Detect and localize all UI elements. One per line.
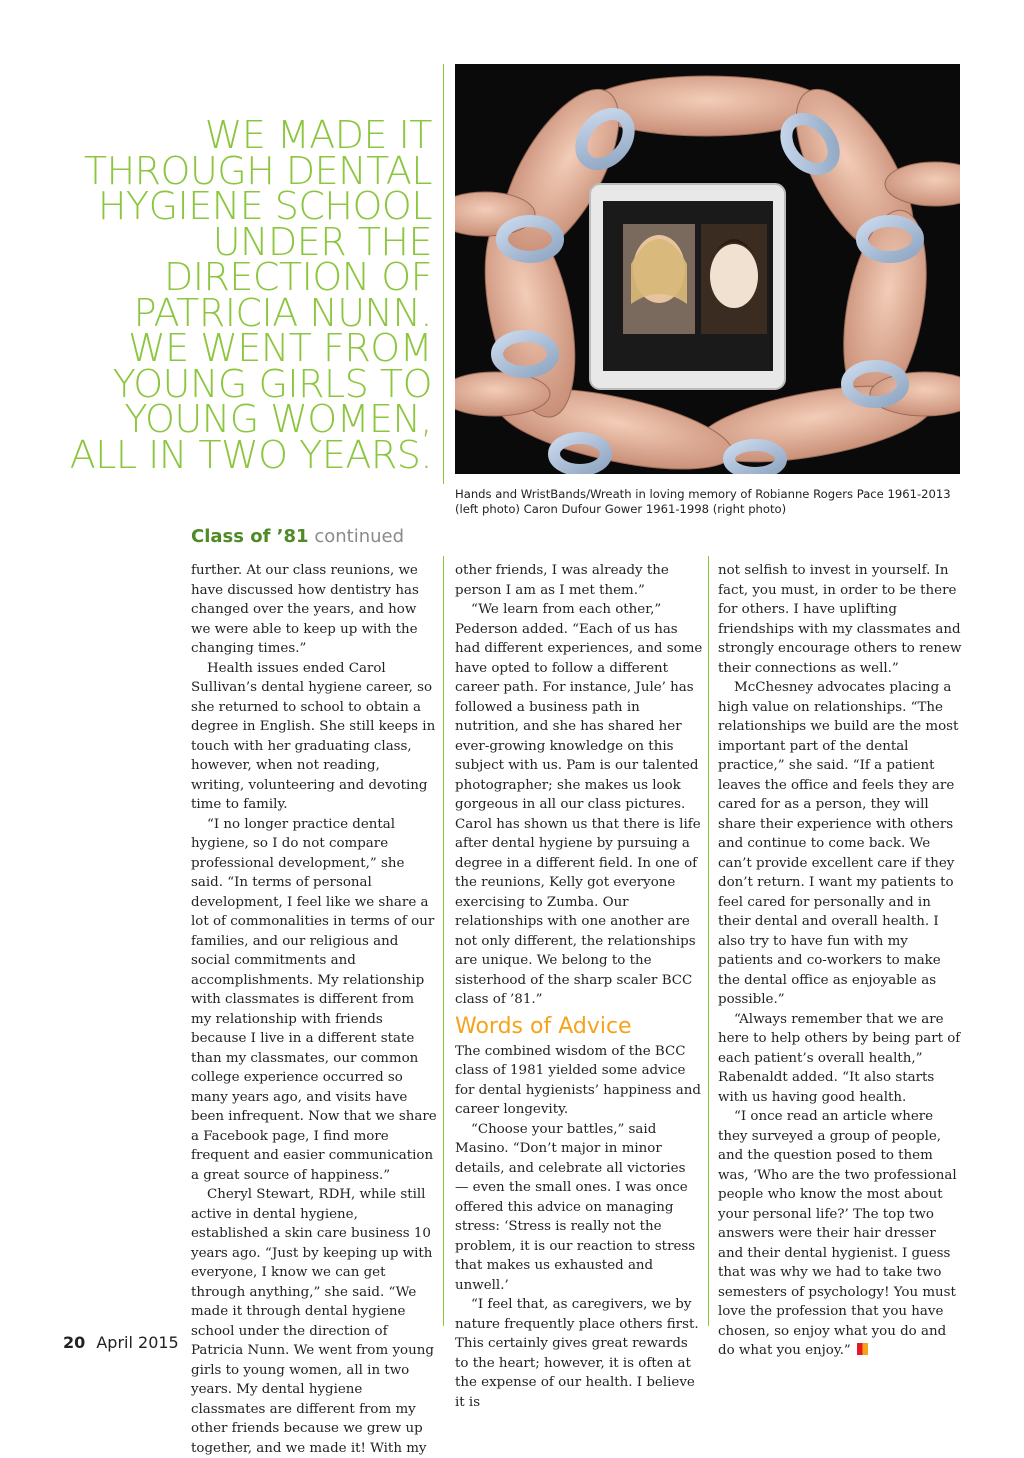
section-heading [191,526,404,547]
pull-quote-line: ALL IN TWO YEARS. [69,432,432,477]
paragraph-text: “I once read an article where they surveyed a group of people, and the question posed to them was, ‘Who are the two professional people who know the most about your personal life?’ The top two answers were their hair dresser and their dental hygienist. I guess that was why we had to take two semesters of psychology! You must love the profession that you have chosen, so enjoy what you do and do what you enjoy.” [718,1109,957,1358]
caption-line: Hands and WristBands/Wreath in loving memory of Robianne Rogers Pace 1961-2013 [455,487,951,501]
article-column-1 [191,561,437,1458]
paragraph: “We learn from each other,” Pederson added. “Each of us has had different experiences, and some have opted to follow a different career path. For instance, Jule’ has followed a business path in nutrition, and she has shared her ever-growing knowledge on this subject with us. Pam is our talented photographer; she makes us look gorgeous in all our class pictures. Carol has shown us that there is life after dental hygiene by pursuing a degree in a different field. In one of the reunions, Kelly got everyone exercising to Zumba. Our relationships with one another are not only different, the relationships are unique. We belong to the sisterhood of the sharp scaler BCC class of ’81.” [455,602,703,1007]
caption-line: (left photo) Caron Dufour Gower 1961-1998 (right photo) [455,502,787,516]
paragraph: other friends, I was already the person I am as I met them.” [455,563,669,598]
end-of-article-icon [857,1343,868,1355]
paragraph: Cheryl Stewart, RDH, while still active in dental hygiene, established a skin care business 10 years ago. “Just by keeping up with everyone, I know we can get through anything,” she said. “We made it through dental hygiene school under the direction of Patricia Nunn. We went from young girls to young women, all in two years. My dental hygiene classmates are different from my other friends because we grew up together, and we made it! With my [191,1187,434,1456]
pull-quote-line: HYGIENE SCHOOL [97,184,432,228]
hands-wreath-illustration [455,64,960,474]
paragraph: “I no longer practice dental hygiene, so I do not compare professional development,” she said. “In terms of personal development, I feel like we share a lot of commonalities in terms of our families, and our religious and social commitments and accomplishments. My relationship with classmates is different from my relationship with friends because I live in a different state than my classmates, our common college experience occurred so many years ago, and visits have been infrequent. Now that we share a Facebook page, I find more frequent and easier communication a great source of happiness.” [191,816,437,1183]
pull-quote [40,113,432,477]
section-title: Class of ’81 [191,526,309,547]
hands-wreath-photo [455,64,960,474]
pull-quote-line: UNDER THE [212,219,432,264]
pull-quote-line: YOUNG GIRLS TO [112,361,432,406]
divider-col1-col2 [443,556,444,1326]
page-footer [63,1333,179,1352]
pull-quote-line: WE MADE IT [204,113,432,157]
pull-quote-line: DIRECTION OF [163,255,432,299]
page-number: 20 [63,1333,86,1352]
pull-quote-line: PATRICIA NUNN. [133,290,432,335]
paragraph: McChesney advocates placing a high value on relationships. “The relationships we build are the most important part of the dental practice,” she said. “If a patient leaves the office and feels they are cared for as a person, they will share their experience with others and continue to come back. We can’t provide excellent care if they don’t return. I want my patients to feel cared for personally and in their dental and overall health. I also try to have fun with my patients and co-workers to make the dental office as enjoyable as possible.” [718,680,959,1007]
paragraph: Health issues ended Carol Sullivan’s dental hygiene career, so she returned to school to obtain a degree in English. She still keeps in touch with her graduating class, however, when not reading, writing, volunteering and devoting time to family. [191,660,436,812]
section-continued: continued [314,526,405,547]
issue-date: April 2015 [96,1333,179,1352]
divider-col2-col3 [708,556,709,1326]
pull-quote-line: WE WENT FROM [128,326,432,370]
subheading-words-of-advice: Words of Advice [455,1013,632,1039]
pull-quote-line: THROUGH DENTAL [83,148,432,193]
article-column-2 [455,561,703,1412]
paragraph: not selfish to invest in yourself. In fact, you must, in order to be there for others. I have uplifting friendships with my classmates and strongly encourage others to renew their connections as well.” [718,563,962,676]
paragraph: “Choose your battles,” said Masino. “Don’t major in minor details, and celebrate all victories — even the small ones. I was once offered this advice on managing stress: ‘Stress is really not the problem, it is our reaction to stress that makes us exhausted and unwell.’ [455,1121,696,1293]
paragraph-last [718,1107,964,1361]
paragraph: “I feel that, as caregivers, we by nature frequently place others first. This certainly gives great rewards to the heart; however, it is often at the expense of our health. I believe it is [455,1297,699,1410]
pull-quote-line: YOUNG WOMEN, [124,397,432,441]
paragraph: The combined wisdom of the BCC class of 1981 yielded some advice for dental hygienists’ happiness and career longevity. [455,1043,701,1117]
photo-caption [455,487,960,517]
paragraph: “Always remember that we are here to help others by being part of each patient’s overall health,” Rabenaldt added. “It also starts with us having good health. [718,1011,961,1105]
divider-top [443,64,444,484]
article-column-3 [718,561,964,1361]
paragraph: further. At our class reunions, we have discussed how dentistry has changed over the years, and how we were able to keep up with the changing times.” [191,563,419,656]
